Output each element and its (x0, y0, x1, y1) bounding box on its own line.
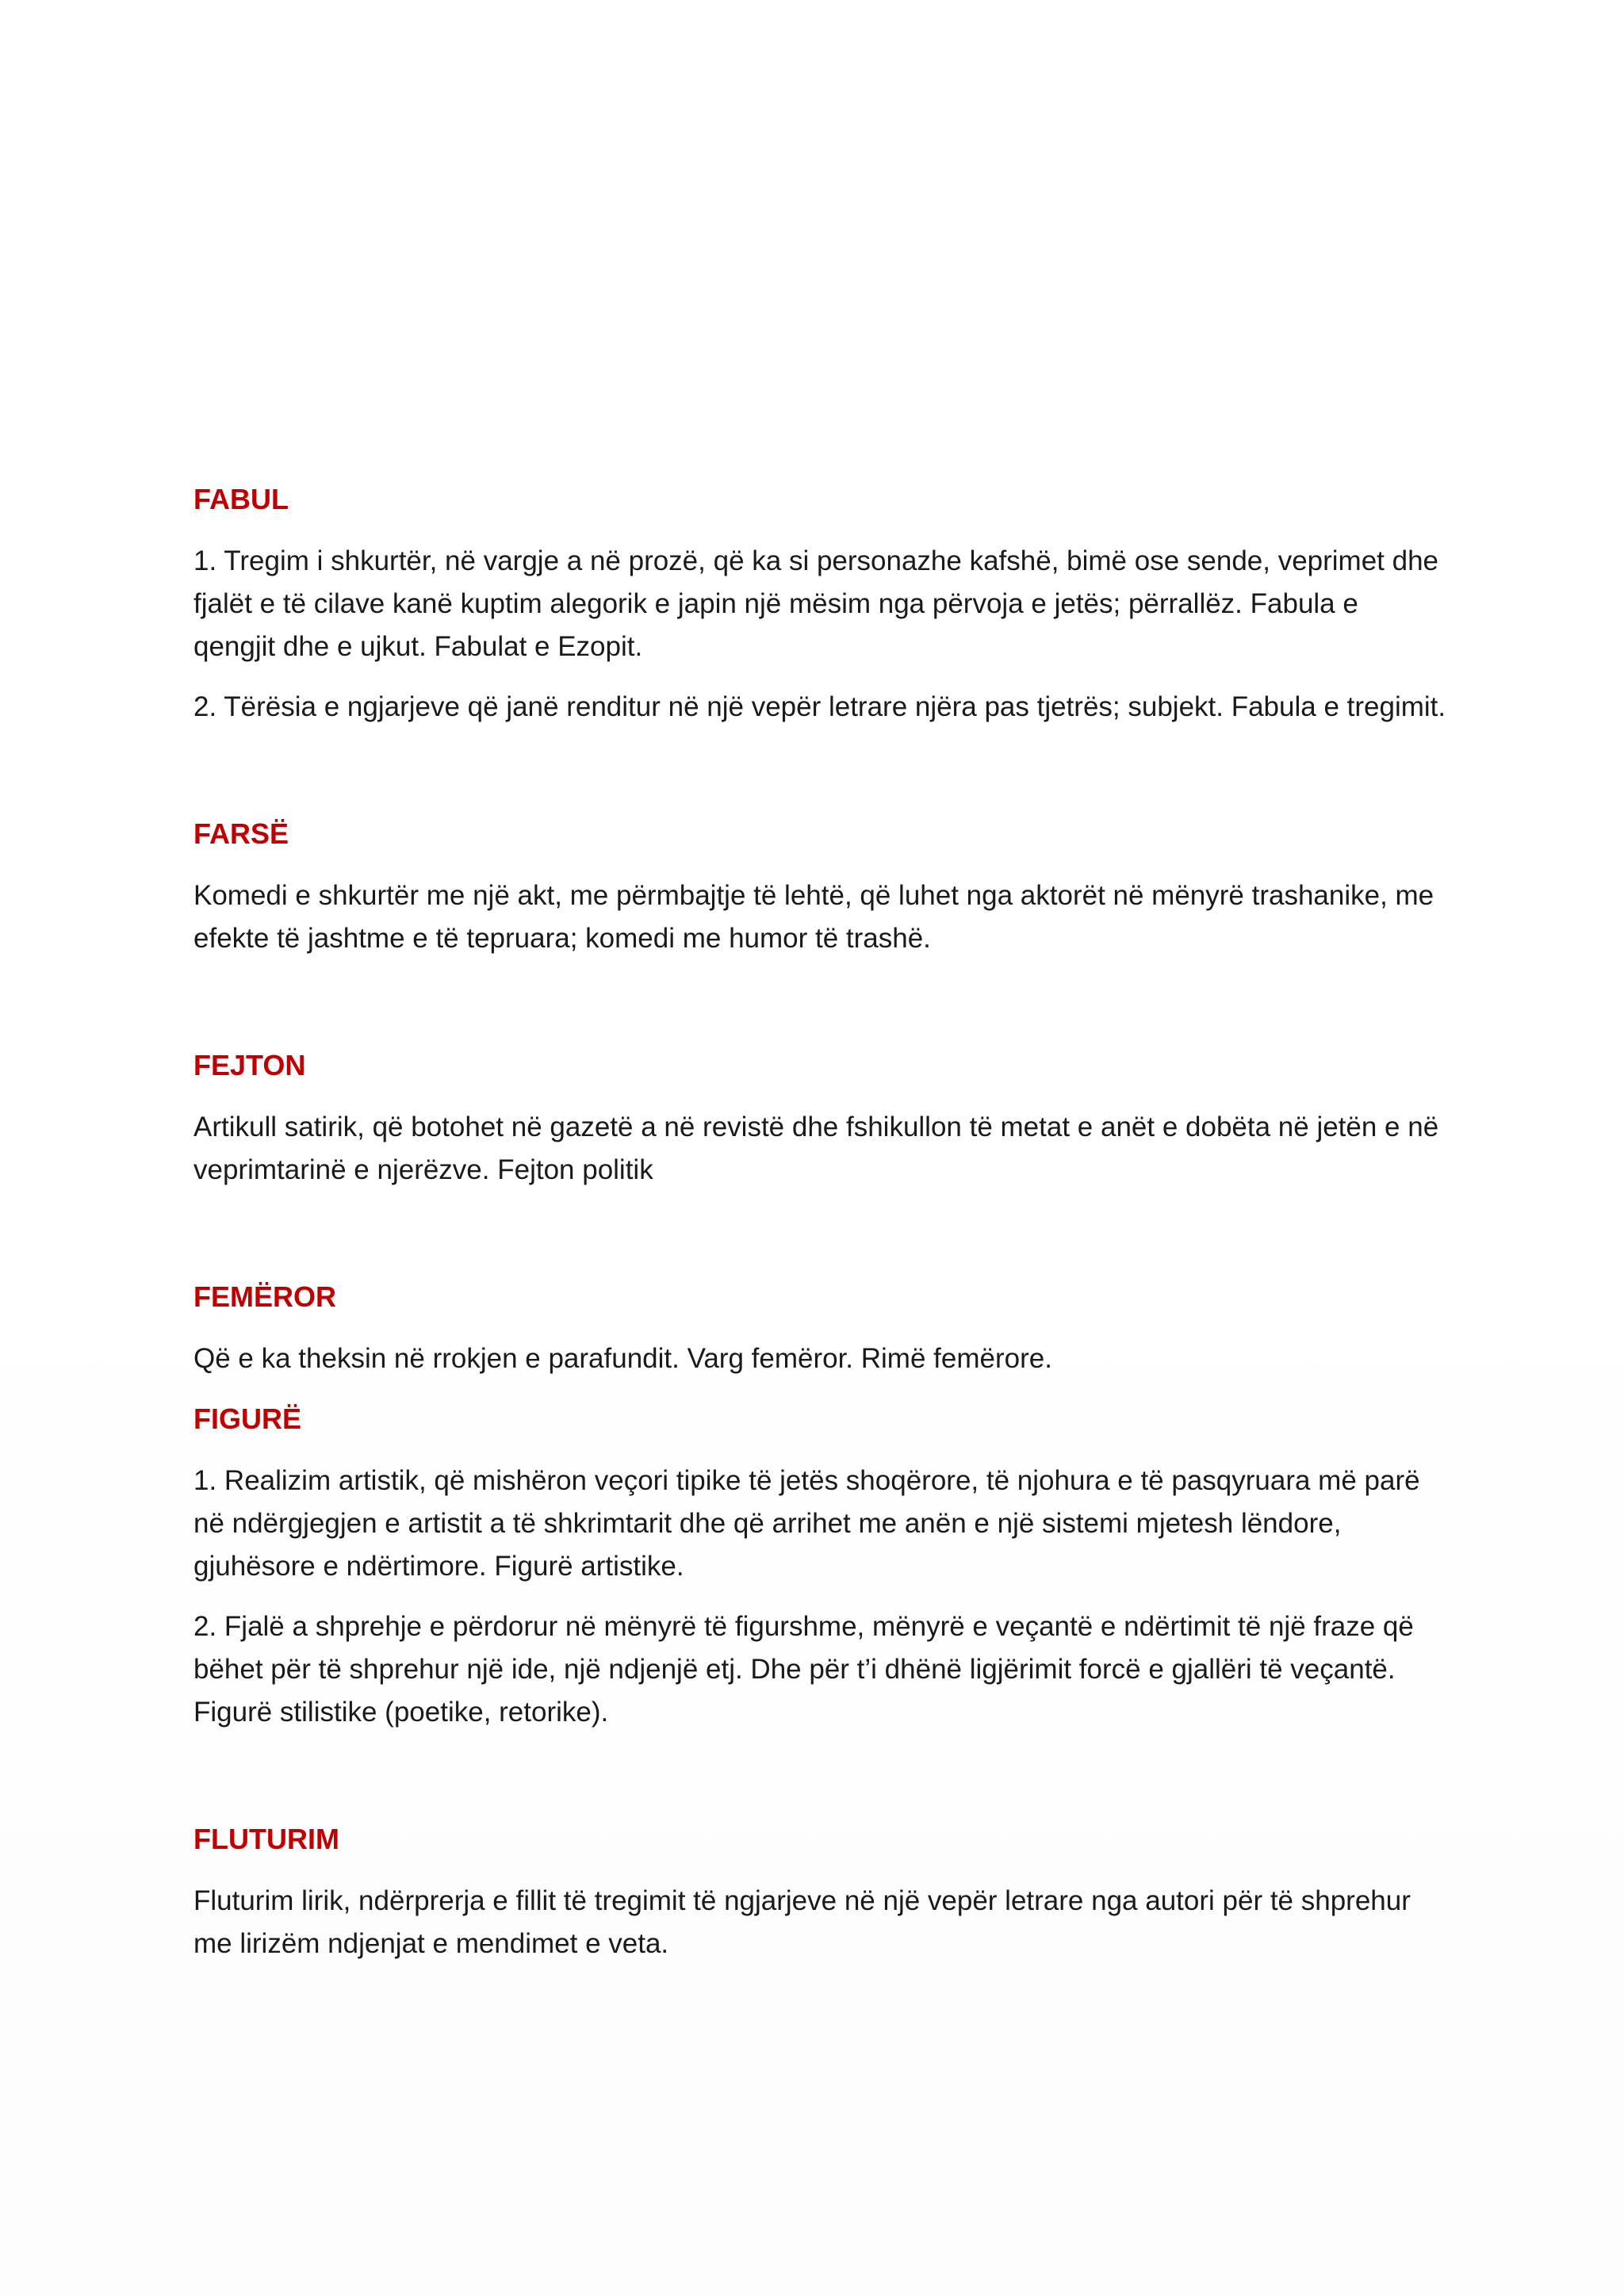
term-definition: Artikull satirik, që botohet në gazetë a në revistë dhe fshikullon të metat e anët e dobëta në jetën e në veprimtarinë e njerëzve. Fejton politik (193, 1112, 1439, 1185)
term-definition: Që e ka theksin në rrokjen e parafundit. Varg femëror. Rimë femërore. (193, 1343, 1052, 1374)
glossary-entry-farse (193, 813, 1446, 960)
section-spacer (193, 1751, 1446, 1818)
term-heading: FLUTURIM (193, 1823, 339, 1855)
glossary-entry-fabul (193, 478, 1446, 729)
term-definition: 1. Realizim artistik, që mishëron veçori tipike të jetës shoqërore, të njohura e të pasqyruara më parë në ndërgjegjen e artistit a të shkrimtarit dhe që arrihet me anën e një sistemi mjetesh lëndore, gjuhësore e ndërtimore. Figurë artistike. (193, 1465, 1420, 1582)
term-definition: 1. Tregim i shkurtër, në vargje a në prozë, që ka si personazhe kafshë, bimë ose sende, veprimet dhe fjalët e të cilave kanë kuptim alegorik e japin një mësim nga përvoja e jetës; përrallëz. Fabula e qengjit dhe e ujkut. Fabulat e Ezopit. (193, 545, 1439, 662)
glossary-entry-fejton (193, 1044, 1446, 1192)
term-heading: FEJTON (193, 1049, 306, 1081)
term-heading: FIGURË (193, 1402, 302, 1435)
glossary-content (193, 478, 1446, 1983)
glossary-entry-fluturim (193, 1818, 1446, 1965)
term-heading: FEMËROR (193, 1280, 336, 1313)
glossary-entry-femeror (193, 1276, 1446, 1380)
term-definition: 2. Tërësia e ngjarjeve që janë renditur në një vepër letrare njëra pas tjetrës; subjekt. Fabula e tregimit. (193, 691, 1446, 722)
glossary-entry-figure (193, 1398, 1446, 1734)
term-heading: FARSË (193, 817, 289, 850)
term-definition: 2. Fjalë a shprehje e përdorur në mënyrë të figurshme, mënyrë e veçantë e ndërtimit të një fraze që bëhet për të shprehur një ide, një ndjenjë etj. Dhe për t’i dhënë ligjërimit forcë e gjallëri të veçantë. Figurë stilistike (poetike, retorike). (193, 1611, 1414, 1728)
section-spacer (193, 746, 1446, 813)
term-definition: Fluturim lirik, ndërprerja e fillit të tregimit të ngjarjeve në një vepër letrare nga autori për të shprehur me lirizëm ndjenjat e mendimet e veta. (193, 1885, 1411, 1959)
term-definition: Komedi e shkurtër me një akt, me përmbajtje të lehtë, që luhet nga aktorët në mënyrë trashanike, me efekte të jashtme e të tepruara; komedi me humor të trashë. (193, 880, 1434, 954)
section-spacer (193, 978, 1446, 1044)
term-heading: FABUL (193, 483, 289, 515)
section-spacer (193, 1209, 1446, 1276)
